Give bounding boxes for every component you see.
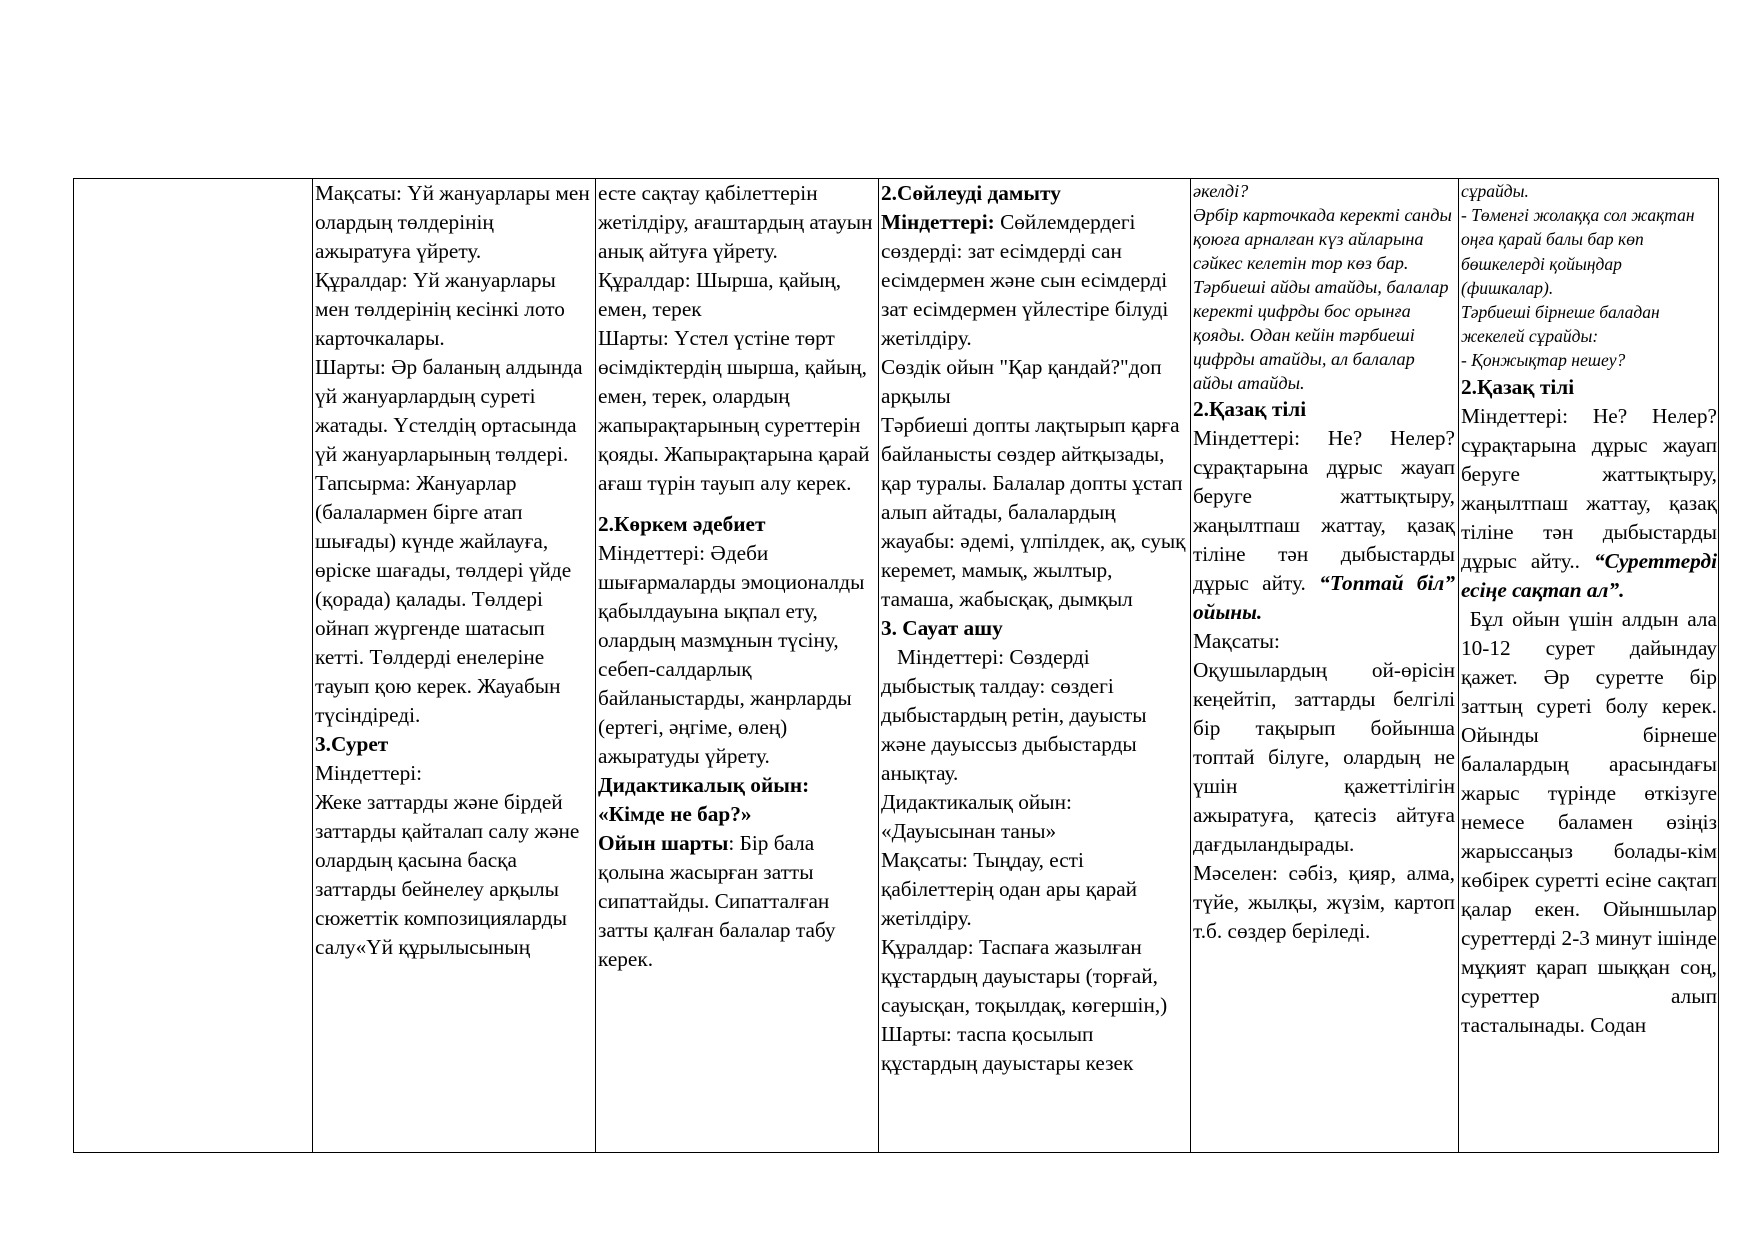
didactic-game-heading: Дидактикалық ойын:	[598, 773, 810, 797]
goal-label: Мақсаты:	[1193, 629, 1280, 653]
question-text: сұрайды.	[1461, 181, 1529, 201]
task-text: Тапсырма: Жануарлар (балалармен бірге атап шығады) күнде жайлауға, өріске шағады, төлдері үйде (қорада) қалады. Төлдері ойнап жүргенде шатасып кетті. Төлдерді енелеріне тауып қою керек. Жауабын түсіндіреді.	[315, 471, 572, 727]
literacy-tasks-text: Міндеттері: Сөздерді дыбыстық талдау: сөздегі дыбыстардың ретін, дауысты және дауыссыз дыбыстарды анықтау.	[881, 645, 1152, 785]
game-description-text: Бұл ойын үшін алдын ала 10-12 сурет дайындау қажет. Әр суретте бір заттың суреті болу керек. Ойынды бірнеше балалардың арасындағы жарыс түрінде өткізуге немесе баламен өзіңіз жарыссаңыз болады-кім көбірек суретті есіне сақтап қалар екен. Ойыншылар суреттерді 2-3 минут ішінде мұқият қарап шыққан соң, суреттер алып тасталынады. Содан	[1461, 606, 1723, 1037]
question-text: әкелді?	[1193, 181, 1249, 201]
speech-tasks-text: Міндеттері: Сөйлемдердегі сөздерді: зат есімдерді сан есімдермен және сын есімдерді зат есімдермен үйлестіре білуді жетілдіру.	[881, 210, 1169, 350]
word-game-text: Тәрбиеші допты лақтырып қарға байланысты сөздер айтқызады, қар туралы. Балалар допты ұстап алып айтады, балалардың жауабы: әдемі, үлпілдек, ақ, суық керемет, мамық, жылтыр, тамаша, жабысқақ, дымқыл	[881, 413, 1186, 611]
tasks-label: Міндеттері:	[315, 761, 423, 785]
drawing-tasks-text: Жеке заттарды және бірдей заттарды қайталап салу және олардың қасына басқа заттарды бейнелеу арқылы сюжеттік композицияларды салу«Үй құрылысының	[315, 790, 580, 959]
goal-text: Мақсаты: Тыңдау, есті қабілеттерің одан ары қарай жетілдіру.	[881, 848, 1138, 930]
section-heading-literature: 2.Көркем әдебиет	[598, 512, 766, 536]
teacher-text: Тәрбиеші айды атайды, балалар керекті цифрды бос орынға қояды. Одан кейін тәрбиеші цифрды атайды, ал балалар айды атайды.	[1193, 277, 1449, 393]
teacher-text: Тәрбиеші бірнеше баладан жекелей сұрайды:	[1461, 302, 1660, 347]
table-column-1-empty	[74, 179, 312, 1152]
condition-text: Шарты: таспа қосылып құстардың дауыстары кезек	[881, 1022, 1134, 1075]
game-rules-text: Ойын шарты: Бір бала қолына жасырған затты сипаттайды. Сипатталған затты қалған балалар табу керек.	[598, 831, 836, 971]
table-column-2	[312, 179, 595, 1152]
section-heading-speech: 2.Сөйлеуді дамыту	[881, 181, 1061, 205]
question-text-2: - Қонжықтар нешеу?	[1461, 350, 1626, 371]
plan-table	[73, 178, 1723, 1153]
table-column-4	[878, 179, 1190, 1152]
goal-text: Оқушылардың ой-өрісін кеңейтіп, заттарды белгілі бір тақырып бойынша топтай білуге, олардың не үшін қажеттілігін ажыратуға, қатесіз айтуға дағдыландырады.	[1193, 658, 1455, 856]
table-column-6	[1458, 179, 1723, 1152]
section-heading-drawing: 3.Сурет	[315, 732, 389, 756]
section-heading-kazakh: 2.Қазақ тілі	[1461, 374, 1575, 399]
section-heading-kazakh: 2.Қазақ тілі	[1193, 397, 1307, 421]
example-text: Мәселен: сәбіз, қияр, алма, түйе, жылқы, жүзім, картоп т.б. сөздер беріледі.	[1193, 861, 1455, 943]
tools-text: Құралдар: Үй жануарлары мен төлдерінің кесінкі лото карточкалары.	[315, 268, 565, 350]
goal-text: Мақсаты: Үй жануарлары мен олардың төлдерінің ажыратуға үйрету.	[315, 181, 590, 263]
kazakh-tasks-text: Міндеттері: Не? Нелер? сұрақтарына дұрыс жауап беруге жаттықтыру, жаңылтпаш жаттау, қазақ тіліне тән дыбыстарды дұрыс айту. “Топтай біл” ойыны.	[1193, 426, 1456, 624]
condition-text: Шарты: Үстел үстіне төрт өсімдіктердің шырша, қайың, емен, терек, олардың жапырақтарының суреттерін қояды. Жапырақтарына қарай ағаш түрін тауып алу керек.	[598, 326, 870, 495]
section-heading-literacy: 3. Сауат ашу	[881, 616, 1003, 640]
didactic-game-text: Дидактикалық ойын: «Дауысынан таны»	[881, 790, 1072, 843]
card-text: Әрбір карточкада керекті санды қоюға арналған күз айларына сәйкес келетін тор көз бар.	[1193, 205, 1452, 273]
condition-text: Шарты: Әр баланың алдында үй жануарлардың суреті жатады. Үстелдің ортасында үй жануарларының төлдері.	[315, 355, 583, 466]
kazakh-tasks-text: Міндеттері: Не? Нелер? сұрақтарына дұрыс жауап беруге жаттықтыру, жаңылтпаш жаттау, қазақ тіліне тән дыбыстарды дұрыс айту.. “Суреттерді есіңе сақтап ал”.	[1461, 403, 1717, 602]
tools-text: Құралдар: Шырша, қайың, емен, терек	[598, 268, 842, 321]
instruction-text: - Төменгі жолаққа сол жақтан оңға қарай балы бар көп бөшкелерді қойыңдар (фишкалар).	[1461, 205, 1695, 298]
table-column-5	[1190, 179, 1458, 1152]
game-title: «Кімде не бар?»	[598, 802, 752, 826]
table-column-3	[595, 179, 878, 1152]
literature-tasks-text: Міндеттері: Әдеби шығармаларды эмоционалды қабылдауына ықпал ету, олардың мазмұнын түсіну, себеп-салдарлық байланыстарды, жанрларды (ертегі, әңгіме, өлең) ажыратуды үйрету.	[598, 541, 865, 768]
word-game-title: Сөздік ойын "Қар қандай?"доп арқылы	[881, 355, 1162, 408]
tools-text: Құралдар: Таспаға жазылған құстардың дауыстары (торғай, сауысқан, тоқылдақ, көгершін,)	[881, 935, 1168, 1017]
memory-text: есте сақтау қабілеттерін жетілдіру, ағаштардың атауын анық айтуға үйрету.	[598, 181, 873, 263]
